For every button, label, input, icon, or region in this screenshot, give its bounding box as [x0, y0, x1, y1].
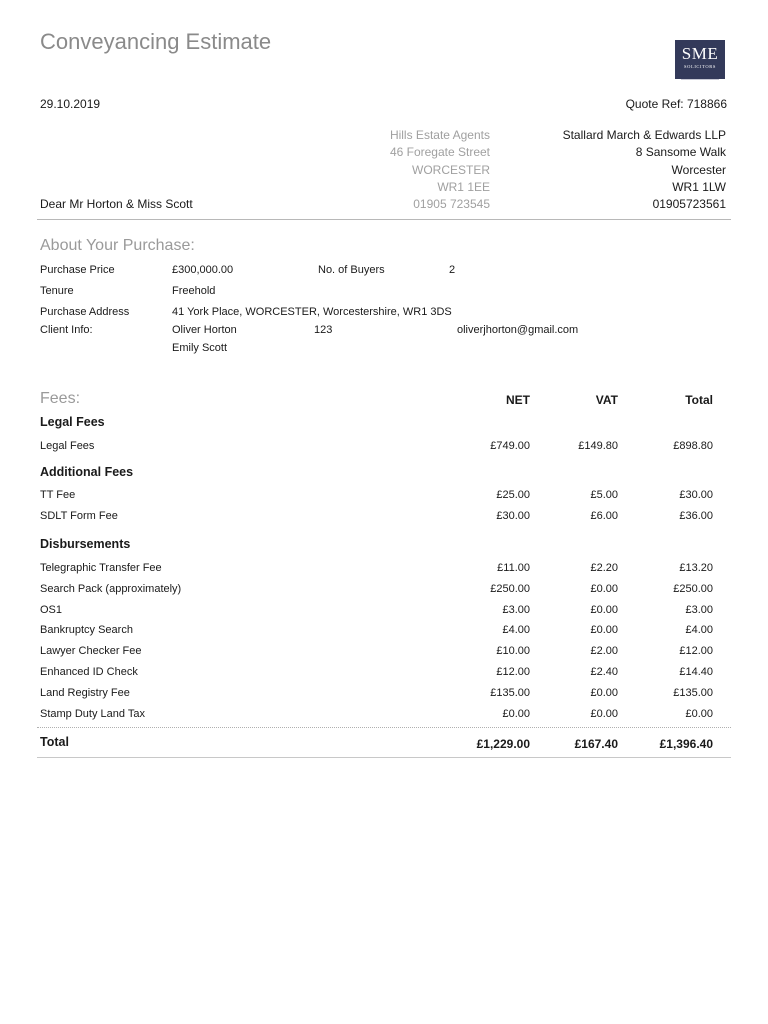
fee-vat: £6.00	[590, 509, 618, 522]
fee-net: £12.00	[496, 666, 530, 678]
estate-agent-address	[390, 127, 490, 213]
total-vat: £167.40	[574, 737, 618, 751]
agent-street: 46 Foregate Street	[389, 145, 490, 160]
fee-vat: £0.00	[590, 707, 618, 720]
fee-net: £10.00	[496, 645, 530, 658]
fee-total: £36.00	[679, 509, 713, 522]
firm-name: Stallard March & Edwards LLP	[562, 128, 726, 142]
fee-vat: £2.00	[590, 645, 618, 658]
column-header-total: Total	[685, 393, 713, 407]
tenure-value: Freehold	[172, 285, 216, 297]
bottom-divider	[37, 757, 731, 758]
client-1-code: 123	[314, 324, 333, 336]
fee-total: £898.80	[673, 440, 713, 452]
divider	[37, 219, 731, 220]
firm-address	[563, 127, 726, 213]
firm-city: Worcester	[671, 162, 726, 177]
client-info-label: Client Info:	[40, 324, 93, 336]
fee-total: £250.00	[673, 582, 713, 595]
company-logo	[675, 40, 725, 79]
fee-label: Stamp Duty Land Tax	[40, 707, 145, 720]
fee-vat: £149.80	[578, 440, 618, 452]
fee-net: £3.00	[502, 603, 530, 616]
fee-net: £25.00	[496, 489, 530, 501]
address-label: Purchase Address	[40, 306, 130, 318]
purchase-price-label: Purchase Price	[40, 264, 115, 276]
fee-net: £749.00	[490, 440, 530, 452]
fee-label: Bankruptcy Search	[40, 624, 133, 637]
fee-label: SDLT Form Fee	[40, 509, 118, 522]
agent-postcode: WR1 1EE	[437, 179, 490, 194]
fee-vat: £0.00	[590, 582, 618, 595]
fees-section-title: Fees:	[40, 390, 81, 407]
total-total: £1,396.40	[659, 737, 713, 751]
fee-net: £250.00	[490, 582, 530, 595]
fee-net: £11.00	[497, 562, 530, 574]
address-value: 41 York Place, WORCESTER, Worcestershire, WR1 3DS	[172, 306, 452, 318]
fee-label: Legal Fees	[40, 440, 95, 452]
fee-net: £0.00	[502, 707, 530, 720]
fee-total: £12.00	[679, 645, 713, 658]
legal-fees-heading: Legal Fees	[40, 415, 105, 429]
quote-reference: Quote Ref: 718866	[625, 97, 727, 111]
agent-city: WORCESTER	[412, 162, 490, 177]
fee-label: Land Registry Fee	[40, 686, 130, 699]
fee-total: £13.20	[679, 562, 713, 574]
purchase-price-value: £300,000.00	[172, 264, 234, 276]
fee-total: £30.00	[679, 489, 713, 501]
fee-vat: £5.00	[590, 489, 618, 501]
tenure-label: Tenure	[40, 285, 74, 297]
greeting: Dear Mr Horton & Miss Scott	[40, 197, 193, 211]
fee-label: Telegraphic Transfer Fee	[40, 562, 162, 574]
total-label: Total	[40, 735, 69, 749]
total-divider	[37, 727, 731, 728]
logo-text: SME	[681, 44, 719, 63]
column-header-vat: VAT	[595, 393, 618, 407]
page-title: Conveyancing Estimate	[40, 29, 272, 54]
fee-net: £30.00	[496, 509, 530, 522]
fee-vat: £0.00	[590, 686, 618, 699]
client-1-email: oliverjhorton@gmail.com	[457, 324, 579, 336]
firm-postcode: WR1 1LW	[672, 179, 726, 194]
additional-fees-heading: Additional Fees	[40, 465, 134, 479]
total-net: £1,229.00	[476, 737, 530, 751]
logo-subtext: SOLICITORS	[684, 64, 716, 69]
disbursements-heading: Disbursements	[40, 537, 131, 551]
column-header-net: NET	[506, 393, 530, 407]
client-1-name: Oliver Horton	[172, 324, 237, 336]
fee-total: £14.40	[679, 666, 713, 678]
fee-vat: £2.20	[590, 562, 618, 574]
agent-name: Hills Estate Agents	[389, 128, 490, 142]
purchase-section-title: About Your Purchase:	[40, 237, 195, 254]
fee-label: OS1	[40, 603, 63, 616]
fee-vat: £0.00	[590, 624, 618, 637]
fee-net: £135.00	[490, 686, 530, 699]
fee-total: £3.00	[685, 603, 713, 616]
logo-tagline-line	[675, 78, 725, 80]
buyers-value: 2	[449, 264, 456, 276]
buyers-label: No. of Buyers	[318, 264, 385, 276]
fee-total: £4.00	[685, 624, 713, 637]
fee-total: £0.00	[685, 707, 713, 720]
firm-street: 8 Sansome Walk	[635, 145, 726, 160]
fee-vat: £0.00	[590, 603, 618, 616]
fee-vat: £2.40	[590, 666, 618, 678]
estimate-date: 29.10.2019	[40, 97, 101, 111]
agent-phone: 01905 723545	[413, 197, 490, 212]
fee-label: Lawyer Checker Fee	[40, 645, 142, 658]
client-2-name: Emily Scott	[172, 342, 228, 354]
fee-net: £4.00	[502, 624, 530, 637]
fee-label: Search Pack (approximately)	[40, 582, 182, 595]
firm-phone: 01905723561	[652, 197, 726, 212]
fee-total: £135.00	[673, 686, 713, 699]
fee-label: Enhanced ID Check	[40, 666, 138, 678]
fee-label: TT Fee	[40, 489, 76, 501]
